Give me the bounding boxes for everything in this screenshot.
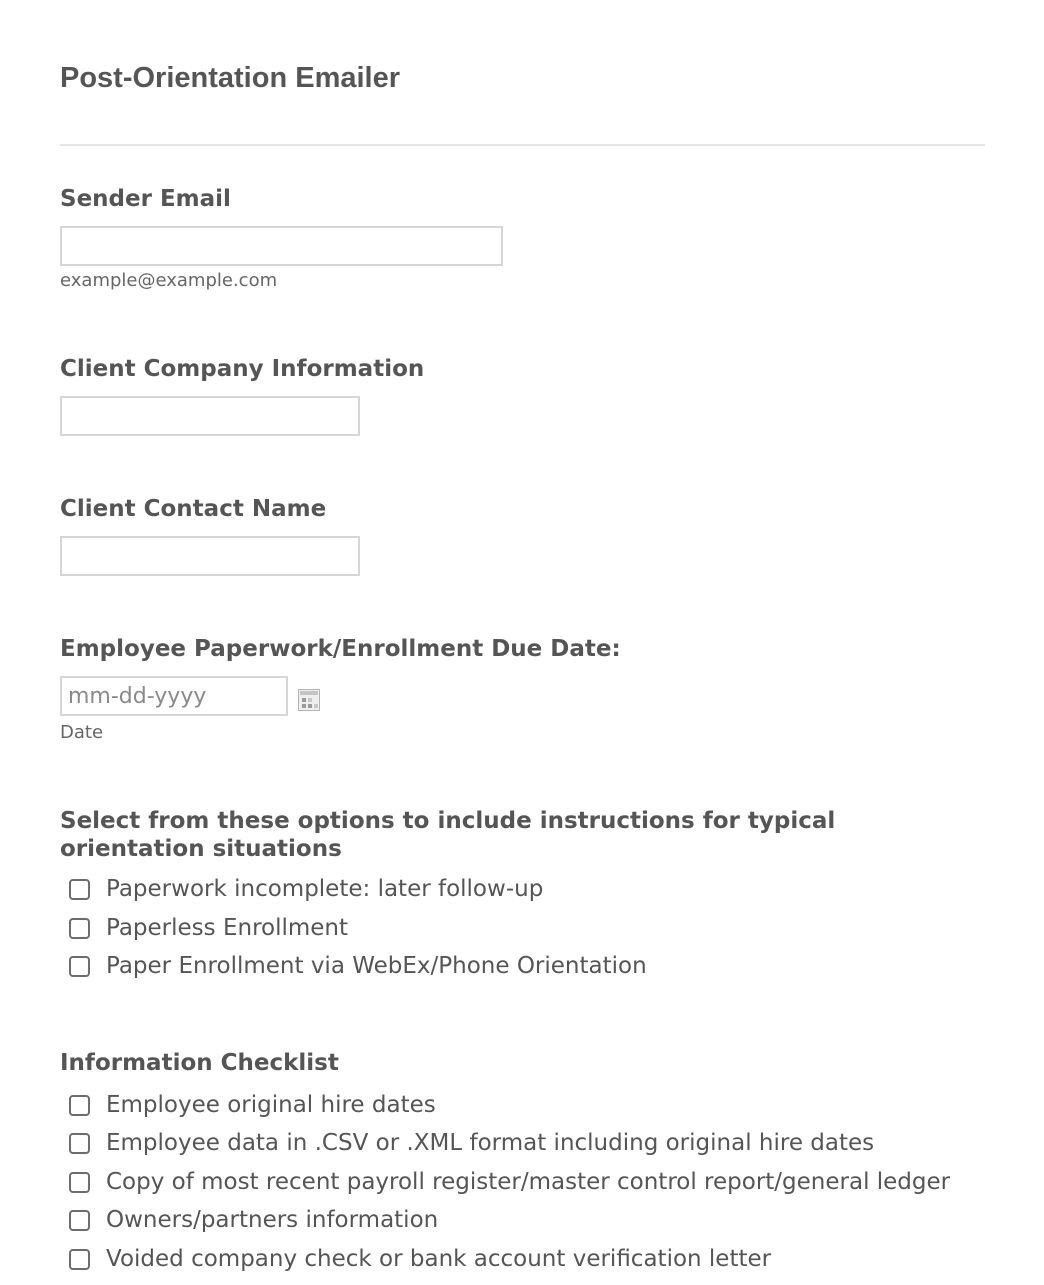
client-company-input[interactable] <box>60 396 360 436</box>
checkbox[interactable] <box>69 1095 90 1116</box>
sender-email-sublabel: example@example.com <box>60 270 278 291</box>
checklist-item-voided-check[interactable] <box>69 1244 771 1274</box>
checkbox[interactable] <box>69 1210 90 1231</box>
due-date-sublabel: Date <box>60 722 104 743</box>
option-label: Owners/partners information <box>106 1207 439 1233</box>
checkbox[interactable] <box>69 1133 90 1154</box>
sender-email-input[interactable] <box>60 226 503 266</box>
orientation-options-label: Select from these options to include instructions for typical orientation situations <box>60 808 836 862</box>
checklist-item-employee-data[interactable] <box>69 1128 874 1158</box>
option-label: Paper Enrollment via WebEx/Phone Orientation <box>106 953 647 979</box>
information-checklist-label: Information Checklist <box>60 1050 339 1076</box>
option-label: Copy of most recent payroll register/master control report/general ledger <box>106 1169 951 1195</box>
option-label: Employee data in .CSV or .XML format including original hire dates <box>106 1130 875 1156</box>
client-contact-label: Client Contact Name <box>60 496 327 522</box>
checklist-item-hire-dates[interactable] <box>69 1090 436 1120</box>
option-label: Paperwork incomplete: later follow-up <box>106 876 544 902</box>
sender-email-label: Sender Email <box>60 186 231 212</box>
title-divider <box>60 144 985 146</box>
option-label: Voided company check or bank account verification letter <box>106 1246 772 1272</box>
checkbox[interactable] <box>69 1172 90 1193</box>
orientation-option-paper-enrollment[interactable] <box>69 951 647 981</box>
due-date-input[interactable] <box>60 676 288 716</box>
checkbox[interactable] <box>69 1249 90 1270</box>
checkbox[interactable] <box>69 956 90 977</box>
orientation-option-paperless-enrollment[interactable] <box>69 913 348 943</box>
orientation-option-paperwork-incomplete[interactable] <box>69 874 543 904</box>
checkbox[interactable] <box>69 918 90 939</box>
checklist-item-payroll-register[interactable] <box>69 1167 950 1197</box>
form-title: Post-Orientation Emailer <box>60 62 401 94</box>
calendar-icon[interactable] <box>298 689 320 711</box>
checklist-item-owners-info[interactable] <box>69 1205 438 1235</box>
due-date-label: Employee Paperwork/Enrollment Due Date: <box>60 636 621 662</box>
option-label: Paperless Enrollment <box>106 915 349 941</box>
checkbox[interactable] <box>69 879 90 900</box>
option-label: Employee original hire dates <box>106 1092 436 1118</box>
client-contact-input[interactable] <box>60 536 360 576</box>
client-company-label: Client Company Information <box>60 356 425 382</box>
